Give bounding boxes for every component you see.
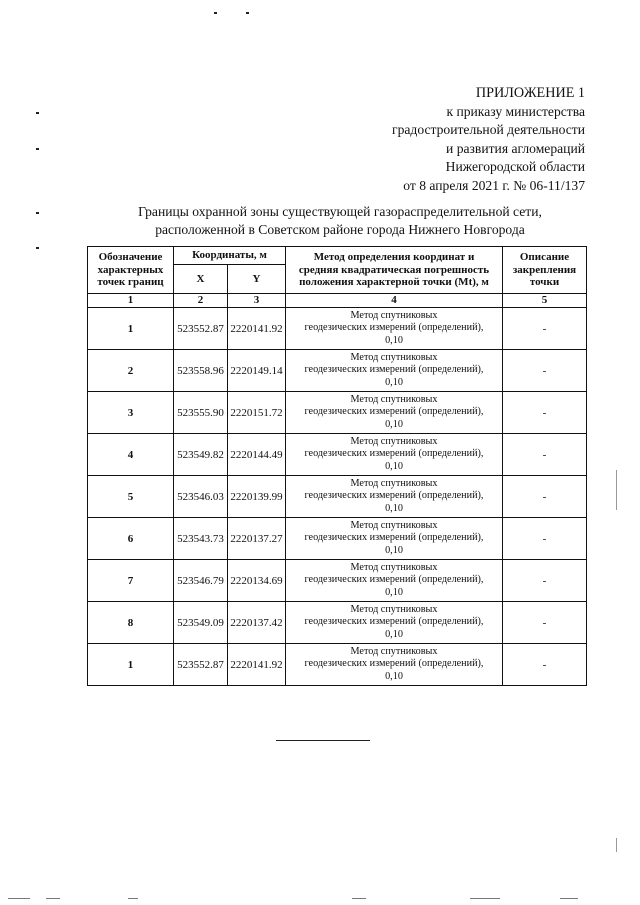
method-cell <box>286 392 503 434</box>
method-cell <box>286 644 503 686</box>
method-cell <box>286 350 503 392</box>
method-line: геодезических измерений (определений), <box>304 364 484 376</box>
table-row <box>88 434 587 476</box>
point-number-cell: 1 <box>88 308 174 350</box>
scan-speck <box>246 12 249 14</box>
x-coordinate-cell: 523552.87 <box>174 644 228 686</box>
method-line: 0,10 <box>385 670 403 682</box>
method-cell <box>286 476 503 518</box>
method-line: геодезических измерений (определений), <box>304 322 484 334</box>
description-cell: - <box>503 560 587 602</box>
header-line: от 8 апреля 2021 г. № 06-11/137 <box>403 177 585 193</box>
y-coordinate-cell: 2220139.99 <box>228 476 286 518</box>
method-line: 0,10 <box>385 586 403 598</box>
method-cell <box>286 560 503 602</box>
appendix-label: ПРИЛОЖЕНИЕ 1 <box>475 85 585 101</box>
x-coordinate-cell: 523549.82 <box>174 434 228 476</box>
point-number-cell: 5 <box>88 476 174 518</box>
y-coordinate-cell: 2220137.27 <box>228 518 286 560</box>
y-coordinate-cell: 2220149.14 <box>228 350 286 392</box>
scan-edge-line <box>616 838 617 852</box>
scan-speck <box>36 212 39 214</box>
method-line: Метод спутниковых <box>350 351 438 363</box>
header-x: X <box>174 265 228 294</box>
column-number: 4 <box>286 294 503 308</box>
y-coordinate-cell: 2220137.42 <box>228 602 286 644</box>
method-line: Метод спутниковых <box>350 309 438 321</box>
scan-speck <box>36 148 39 150</box>
scan-speck <box>36 112 39 114</box>
method-line: геодезических измерений (определений), <box>304 616 484 628</box>
method-line: Метод спутниковых <box>350 603 438 615</box>
coordinates-table <box>87 246 587 686</box>
method-line: 0,10 <box>385 628 403 640</box>
method-line: 0,10 <box>385 376 403 388</box>
description-cell: - <box>503 602 587 644</box>
header-coordinates: Координаты, м <box>174 247 286 265</box>
description-cell: - <box>503 392 587 434</box>
header-method: Метод определения координат и средняя квадратическая погрешность положения характерной точки (Mt), м <box>286 247 503 294</box>
scan-edge-line <box>616 470 617 510</box>
description-cell: - <box>503 350 587 392</box>
point-number-cell: 1 <box>88 644 174 686</box>
method-line: геодезических измерений (определений), <box>304 490 484 502</box>
x-coordinate-cell: 523543.73 <box>174 518 228 560</box>
column-number: 3 <box>228 294 286 308</box>
header-description: Описание закрепления точки <box>503 247 587 294</box>
table-row <box>88 560 587 602</box>
x-coordinate-cell: 523558.96 <box>174 350 228 392</box>
end-separator-line <box>276 740 370 741</box>
point-number-cell: 7 <box>88 560 174 602</box>
header-line: и развития агломераций <box>446 140 585 156</box>
point-number-cell: 6 <box>88 518 174 560</box>
point-number-cell: 8 <box>88 602 174 644</box>
header-line: к приказу министерства <box>446 103 585 119</box>
method-line: 0,10 <box>385 334 403 346</box>
method-cell <box>286 602 503 644</box>
table-row <box>88 476 587 518</box>
scan-bottom-marks <box>0 898 640 900</box>
y-coordinate-cell: 2220144.49 <box>228 434 286 476</box>
title-line: Границы охранной зоны существующей газораспределительной сети, <box>138 204 542 219</box>
header-y: Y <box>228 265 286 294</box>
point-number-cell: 3 <box>88 392 174 434</box>
y-coordinate-cell: 2220134.69 <box>228 560 286 602</box>
method-cell <box>286 518 503 560</box>
method-line: геодезических измерений (определений), <box>304 658 484 670</box>
title-line: расположенной в Советском районе города Нижнего Новгорода <box>155 222 525 237</box>
column-number: 1 <box>88 294 174 308</box>
description-cell: - <box>503 434 587 476</box>
scan-speck <box>36 247 39 249</box>
method-line: геодезических измерений (определений), <box>304 448 484 460</box>
table-row <box>88 350 587 392</box>
y-coordinate-cell: 2220141.92 <box>228 308 286 350</box>
x-coordinate-cell: 523552.87 <box>174 308 228 350</box>
scan-speck <box>214 12 217 14</box>
column-number: 2 <box>174 294 228 308</box>
table-row <box>88 518 587 560</box>
method-line: 0,10 <box>385 502 403 514</box>
header-line: градостроительной деятельности <box>392 122 585 137</box>
column-number: 5 <box>503 294 587 308</box>
table-row <box>88 392 587 434</box>
x-coordinate-cell: 523549.09 <box>174 602 228 644</box>
method-line: геодезических измерений (определений), <box>304 574 484 586</box>
header-line: Нижегородской области <box>445 159 585 174</box>
method-line: Метод спутниковых <box>350 519 438 531</box>
table-row <box>88 602 587 644</box>
point-number-cell: 4 <box>88 434 174 476</box>
method-line: Метод спутниковых <box>350 393 438 405</box>
method-line: Метод спутниковых <box>350 645 438 657</box>
table-row <box>88 308 587 350</box>
header-point-designation: Обозначение характерных точек границ <box>88 247 174 294</box>
method-line: 0,10 <box>385 544 403 556</box>
x-coordinate-cell: 523546.79 <box>174 560 228 602</box>
document-title <box>80 203 600 239</box>
method-line: геодезических измерений (определений), <box>304 406 484 418</box>
table-row <box>88 644 587 686</box>
method-line: Метод спутниковых <box>350 435 438 447</box>
description-cell: - <box>503 308 587 350</box>
method-cell <box>286 434 503 476</box>
y-coordinate-cell: 2220151.72 <box>228 392 286 434</box>
y-coordinate-cell: 2220141.92 <box>228 644 286 686</box>
description-cell: - <box>503 644 587 686</box>
method-line: Метод спутниковых <box>350 477 438 489</box>
x-coordinate-cell: 523546.03 <box>174 476 228 518</box>
appendix-header <box>392 84 585 195</box>
description-cell: - <box>503 518 587 560</box>
x-coordinate-cell: 523555.90 <box>174 392 228 434</box>
method-line: геодезических измерений (определений), <box>304 532 484 544</box>
point-number-cell: 2 <box>88 350 174 392</box>
method-line: Метод спутниковых <box>350 561 438 573</box>
method-cell <box>286 308 503 350</box>
method-line: 0,10 <box>385 418 403 430</box>
description-cell: - <box>503 476 587 518</box>
method-line: 0,10 <box>385 460 403 472</box>
